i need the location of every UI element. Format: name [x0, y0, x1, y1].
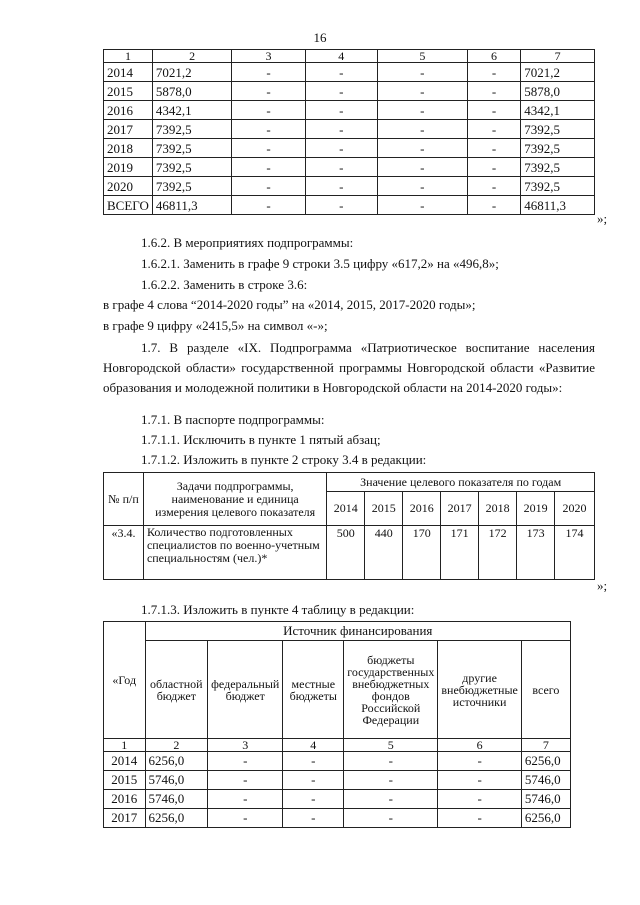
- col-number-1: 1: [104, 739, 146, 752]
- value-cell: -: [377, 101, 467, 120]
- source-header: местные бюджеты: [283, 641, 344, 739]
- year-header: 2019: [517, 492, 555, 526]
- value-cell: -: [467, 177, 520, 196]
- col-number-5: 5: [344, 739, 438, 752]
- value-cell: 500: [327, 526, 365, 580]
- value-cell: 5746,0: [521, 790, 570, 809]
- value-cell: -: [467, 120, 520, 139]
- value-cell: -: [208, 752, 283, 771]
- value-cell: -: [467, 196, 520, 215]
- value-cell: -: [305, 120, 377, 139]
- table-row: [104, 177, 595, 196]
- source-header: другие внебюджетные источники: [438, 641, 522, 739]
- col-number-3: 3: [208, 739, 283, 752]
- table-row: [104, 809, 571, 828]
- paragraph-1-6-2-1: 1.6.2.1. Заменить в графе 9 строки 3.5 цифру «617,2» на «496,8»;: [141, 256, 499, 271]
- value-cell: -: [438, 809, 522, 828]
- value-cell: 6256,0: [145, 809, 208, 828]
- value-cell: -: [377, 82, 467, 101]
- value-cell: -: [467, 101, 520, 120]
- paragraph-1-7-1-2: 1.7.1.2. Изложить в пункте 2 строку 3.4 в редакции:: [141, 452, 427, 467]
- header-num: № п/п: [104, 473, 144, 526]
- value-cell: -: [377, 63, 467, 82]
- value-cell: -: [344, 752, 438, 771]
- year-cell: 2020: [104, 177, 153, 196]
- year-cell: ВСЕГО: [104, 196, 153, 215]
- year-cell: 2016: [104, 101, 153, 120]
- value-cell: 6256,0: [521, 752, 570, 771]
- value-cell: -: [344, 790, 438, 809]
- year-header: 2017: [441, 492, 479, 526]
- value-cell: -: [208, 790, 283, 809]
- table-row: [104, 158, 595, 177]
- value-cell: 171: [441, 526, 479, 580]
- value-cell: 172: [479, 526, 517, 580]
- year-header: 2015: [365, 492, 403, 526]
- table-row: [104, 790, 571, 809]
- value-cell: 7392,5: [152, 177, 232, 196]
- value-cell: 7021,2: [521, 63, 595, 82]
- value-cell: -: [438, 771, 522, 790]
- value-cell: -: [377, 139, 467, 158]
- value-cell: -: [305, 82, 377, 101]
- value-cell: -: [377, 177, 467, 196]
- value-cell: -: [208, 771, 283, 790]
- paragraph-1-7: 1.7. В разделе «IX. Подпрограмма «Патриотическое воспитание населения Новгородской области» государственной программы Новгородской области «Развитие образования и молодежной политики в Новгородской области на 2014-2020 годы»:: [103, 340, 595, 395]
- value-cell: -: [377, 158, 467, 177]
- value-cell: 7392,5: [521, 120, 595, 139]
- value-cell: -: [305, 63, 377, 82]
- value-cell: -: [305, 158, 377, 177]
- value-cell: -: [467, 139, 520, 158]
- year-cell: 2019: [104, 158, 153, 177]
- page-number: 16: [313, 30, 327, 45]
- header-year: «Год: [104, 622, 146, 739]
- value-cell: 4342,1: [152, 101, 232, 120]
- col-number-4: 4: [283, 739, 344, 752]
- value-cell: 5878,0: [521, 82, 595, 101]
- value-cell: 7021,2: [152, 63, 232, 82]
- value-cell: -: [467, 63, 520, 82]
- paragraph-1-7-1-3: 1.7.1.3. Изложить в пункте 4 таблицу в редакции:: [141, 602, 415, 617]
- col-number-1: 1: [104, 50, 153, 63]
- value-cell: -: [232, 120, 305, 139]
- value-cell: -: [283, 809, 344, 828]
- value-cell: 7392,5: [521, 177, 595, 196]
- value-cell: -: [283, 790, 344, 809]
- value-cell: 440: [365, 526, 403, 580]
- year-header: 2016: [403, 492, 441, 526]
- value-cell: -: [305, 196, 377, 215]
- col-number-2: 2: [152, 50, 232, 63]
- value-cell: 5878,0: [152, 82, 232, 101]
- row-num: «3.4.: [104, 526, 144, 580]
- value-cell: -: [438, 752, 522, 771]
- table-row: [104, 82, 595, 101]
- value-cell: -: [344, 809, 438, 828]
- year-header: 2018: [479, 492, 517, 526]
- value-cell: -: [232, 158, 305, 177]
- header-task: Задачи подпрограммы, наименование и единица измерения целевого показателя: [143, 473, 326, 526]
- col-number-2: 2: [145, 739, 208, 752]
- value-cell: 7392,5: [521, 139, 595, 158]
- value-cell: -: [232, 177, 305, 196]
- value-cell: -: [283, 752, 344, 771]
- year-cell: 2015: [104, 82, 153, 101]
- value-cell: 4342,1: [521, 101, 595, 120]
- table1-closing: »;: [597, 211, 608, 226]
- value-cell: 5746,0: [521, 771, 570, 790]
- row-task: Количество подготовленных специалистов по военно-учетным специальностям (чел.)*: [143, 526, 326, 580]
- year-header: 2020: [555, 492, 595, 526]
- value-cell: -: [377, 196, 467, 215]
- value-cell: 7392,5: [152, 120, 232, 139]
- value-cell: -: [232, 101, 305, 120]
- value-cell: -: [467, 158, 520, 177]
- year-cell: 2018: [104, 139, 153, 158]
- header-sources: Источник финансирования: [145, 622, 571, 641]
- value-cell: 7392,5: [521, 158, 595, 177]
- value-cell: -: [232, 82, 305, 101]
- value-cell: 6256,0: [521, 809, 570, 828]
- col-number-6: 6: [467, 50, 520, 63]
- value-cell: -: [305, 101, 377, 120]
- paragraph-1-6-2-2: 1.6.2.2. Заменить в строке 3.6:: [141, 277, 308, 292]
- col-number-6: 6: [438, 739, 522, 752]
- year-cell: 2017: [104, 809, 146, 828]
- year-cell: 2016: [104, 790, 146, 809]
- paragraph-column4: в графе 4 слова “2014-2020 годы” на «2014, 2015, 2017-2020 годы»;: [103, 297, 476, 312]
- year-cell: 2014: [104, 63, 153, 82]
- value-cell: -: [305, 177, 377, 196]
- paragraph-1-6-2: 1.6.2. В мероприятиях подпрограммы:: [141, 235, 354, 250]
- table-row: [104, 139, 595, 158]
- value-cell: 170: [403, 526, 441, 580]
- table-row: [104, 101, 595, 120]
- value-cell: 5746,0: [145, 790, 208, 809]
- year-header: 2014: [327, 492, 365, 526]
- value-cell: -: [305, 139, 377, 158]
- source-header: всего: [521, 641, 570, 739]
- col-number-7: 7: [521, 739, 570, 752]
- table2-closing: »;: [597, 578, 608, 593]
- paragraph-1-7-1-1: 1.7.1.1. Исключить в пункте 1 пятый абзац;: [141, 432, 381, 447]
- value-cell: -: [208, 809, 283, 828]
- value-cell: 46811,3: [152, 196, 232, 215]
- col-number-4: 4: [305, 50, 377, 63]
- year-cell: 2015: [104, 771, 146, 790]
- value-cell: 46811,3: [521, 196, 595, 215]
- target-indicator-table: [103, 472, 595, 580]
- table-row: [104, 120, 595, 139]
- source-header: бюджеты государственных внебюджетных фондов Российской Федерации: [344, 641, 438, 739]
- value-cell: -: [232, 139, 305, 158]
- value-cell: 7392,5: [152, 139, 232, 158]
- year-cell: 2017: [104, 120, 153, 139]
- paragraph-1-7-1: 1.7.1. В паспорте подпрограммы:: [141, 412, 325, 427]
- value-cell: -: [283, 771, 344, 790]
- col-number-7: 7: [521, 50, 595, 63]
- header-values: Значение целевого показателя по годам: [327, 473, 595, 492]
- value-cell: -: [344, 771, 438, 790]
- funding-table-1: [103, 49, 595, 215]
- value-cell: -: [438, 790, 522, 809]
- value-cell: 5746,0: [145, 771, 208, 790]
- value-cell: -: [377, 120, 467, 139]
- table-row: [104, 752, 571, 771]
- table-row: [104, 196, 595, 215]
- col-number-3: 3: [232, 50, 305, 63]
- value-cell: 7392,5: [152, 158, 232, 177]
- source-header: областной бюджет: [145, 641, 208, 739]
- value-cell: -: [467, 82, 520, 101]
- value-cell: 173: [517, 526, 555, 580]
- table-row: [104, 63, 595, 82]
- funding-table-2: [103, 621, 571, 828]
- source-header: федеральный бюджет: [208, 641, 283, 739]
- table-row: [104, 771, 571, 790]
- value-cell: 6256,0: [145, 752, 208, 771]
- value-cell: 174: [555, 526, 595, 580]
- col-number-5: 5: [377, 50, 467, 63]
- paragraph-column9: в графе 9 цифру «2415,5» на символ «-»;: [103, 318, 328, 333]
- year-cell: 2014: [104, 752, 146, 771]
- value-cell: -: [232, 196, 305, 215]
- value-cell: -: [232, 63, 305, 82]
